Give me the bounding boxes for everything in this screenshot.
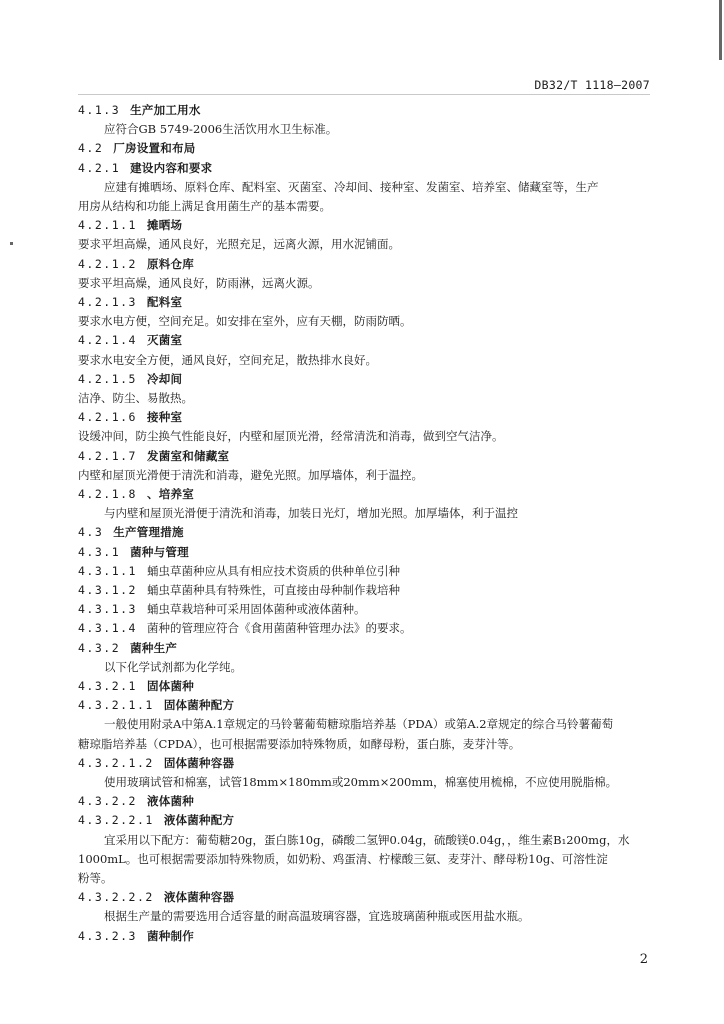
section-line xyxy=(78,218,182,232)
paragraph-line xyxy=(104,506,518,520)
section-number: 4.3.1.4 xyxy=(78,621,137,636)
section-line xyxy=(78,257,194,271)
section-number: 4.2.1.2 xyxy=(78,256,137,271)
section-line xyxy=(78,141,196,155)
section-number: 4.3.2.2.1 xyxy=(78,813,154,828)
section-number: 4.3 xyxy=(78,525,104,540)
section-title: 发菌室和储藏室 xyxy=(146,448,230,463)
section-number: 4.3.2.2.2 xyxy=(78,890,154,905)
section-number: 4.3.2.1.2 xyxy=(78,755,154,770)
paragraph-text: 一般使用附录A中第A.1章规定的马铃薯葡萄糖琼脂培养基（PDA）或第A.2章规定的综合马铃薯葡萄 xyxy=(104,717,614,732)
section-line xyxy=(78,545,189,559)
paragraph-line xyxy=(78,468,423,482)
section-number: 4.3.2.1.1 xyxy=(78,698,154,713)
paragraph-line xyxy=(104,660,242,674)
section-title: 固体菌种配方 xyxy=(163,698,235,713)
paragraph-text: 要求水电方便，空间充足。如安排在室外，应有天棚，防雨防晒。 xyxy=(78,314,412,329)
section-line xyxy=(78,679,194,693)
paragraph-text: 内壁和屋顶光滑便于清洗和消毒，避免光照。加厚墙体，利于温控。 xyxy=(78,467,423,482)
section-number: 4.2.1 xyxy=(78,160,121,175)
section-line xyxy=(78,295,182,309)
paragraph-text: 粉等。 xyxy=(78,871,113,885)
paragraph-line xyxy=(104,180,599,194)
paragraph-line xyxy=(78,276,320,290)
paragraph-line xyxy=(78,871,113,885)
section-number: 4.3.1 xyxy=(78,544,121,559)
section-line xyxy=(78,813,234,827)
paragraph-text: 根据生产量的需要选用合适容量的耐高温玻璃容器，宜选玻璃菌种瓶或医用盐水瓶。 xyxy=(104,909,530,924)
section-number: 4.2.1.7 xyxy=(78,448,137,463)
section-line xyxy=(78,333,182,347)
paragraph-line xyxy=(78,237,400,251)
section-line xyxy=(78,794,194,808)
section-line xyxy=(78,621,411,635)
section-title: 摊晒场 xyxy=(146,218,183,233)
section-line xyxy=(78,372,182,386)
paragraph-text: 洁净、防尘、易散热。 xyxy=(78,391,193,405)
page-number: 2 xyxy=(639,952,648,967)
section-line xyxy=(78,602,365,616)
section-number: 4.3.2 xyxy=(78,640,121,655)
section-title: 、培养室 xyxy=(146,487,194,501)
section-number: 4.2.1.6 xyxy=(78,410,137,425)
section-title: 蛹虫草栽培种可采用固体菌种或液体菌种。 xyxy=(146,602,366,617)
section-title: 菌种与管理 xyxy=(130,544,189,559)
paragraph-line xyxy=(78,314,412,328)
section-title: 生产管理措施 xyxy=(113,525,184,540)
paragraph-text: 1000mL。也可根据需要添加特殊物质，如奶粉、鸡蛋清、柠檬酸三氨、麦芽汁、酵母粉10g、可溶性淀 xyxy=(78,851,608,866)
paragraph-text: 与内壁和屋顶光滑便于清洗和消毒，加装日光灯，增加光照。加厚墙体，利于温控 xyxy=(104,506,518,521)
header-rule xyxy=(78,94,650,95)
section-title: 配料室 xyxy=(146,295,183,309)
section-title: 建设内容和要求 xyxy=(130,160,213,175)
section-title: 菌种的管理应符合《食用菌菌种管理办法》的要求。 xyxy=(146,621,412,636)
section-title: 生产加工用水 xyxy=(130,103,201,117)
paragraph-line xyxy=(78,391,193,405)
section-title: 蛹虫草菌种具有特殊性，可直接由母种制作栽培种 xyxy=(146,583,400,597)
paragraph-text: 要求平坦高燥，通风良好，光照充足，远离火源，用水泥铺面。 xyxy=(78,237,400,252)
section-line xyxy=(78,698,234,712)
section-number: 4.2.1.1 xyxy=(78,218,137,233)
section-number: 4.2.1.3 xyxy=(78,295,137,309)
paragraph-text: 糖琼脂培养基（CPDA），也可根据需要添加特殊物质，如酵母粉，蛋白胨，麦芽汁等。 xyxy=(78,736,521,751)
section-number: 4.3.2.2 xyxy=(78,794,137,809)
section-title: 液体菌种容器 xyxy=(163,890,235,905)
section-line xyxy=(78,756,234,770)
section-line xyxy=(78,564,400,578)
section-title: 冷却间 xyxy=(146,371,183,386)
section-line xyxy=(78,890,234,904)
section-line xyxy=(78,449,229,463)
section-line xyxy=(78,410,182,424)
scan-artifact xyxy=(719,0,722,60)
paragraph-line xyxy=(104,909,530,923)
section-number: 4.3.2.1 xyxy=(78,679,137,693)
paragraph-text: 应建有摊晒场、原料仓库、配料室、灭菌室、冷却间、接种室、发菌室、培养室、储藏室等，生产 xyxy=(104,179,599,194)
paragraph-line xyxy=(104,122,337,136)
section-line xyxy=(78,929,194,943)
section-title: 蛹虫草菌种应从具有相应技术资质的供种单位引种 xyxy=(146,563,400,578)
section-title: 固体菌种 xyxy=(146,679,194,693)
section-line xyxy=(78,525,184,539)
section-number: 4.3.1.1 xyxy=(78,563,137,578)
section-title: 固体菌种容器 xyxy=(163,755,235,770)
paragraph-line xyxy=(78,737,520,751)
section-line xyxy=(78,583,400,597)
paragraph-text: 宜采用以下配方：葡萄糖20g，蛋白胨10g，磷酸二氢钾0.04g，硫酸镁0.04g，，维生素B₁200mg，水 xyxy=(104,832,630,847)
paragraph-line xyxy=(104,833,629,847)
section-number: 4.2.1.5 xyxy=(78,371,137,386)
section-number: 4.1.3 xyxy=(78,103,121,117)
paragraph-text: 应符合GB 5749-2006生活饮用水卫生标准。 xyxy=(104,122,338,137)
paragraph-text: 用房从结构和功能上满足食用菌生产的基本需要。 xyxy=(78,199,331,213)
paragraph-text: 要求平坦高燥，通风良好，防雨淋，远离火源。 xyxy=(78,275,320,290)
section-title: 灭菌室 xyxy=(146,333,183,348)
section-line xyxy=(78,487,194,501)
paragraph-line xyxy=(78,199,331,213)
section-line xyxy=(78,103,201,117)
section-title: 原料仓库 xyxy=(146,256,194,271)
paragraph-line xyxy=(104,717,613,731)
section-number: 4.3.1.3 xyxy=(78,602,137,617)
section-title: 接种室 xyxy=(146,410,183,425)
paragraph-line xyxy=(78,429,504,443)
section-title: 液体菌种 xyxy=(146,794,194,809)
section-line xyxy=(78,641,177,655)
paragraph-line xyxy=(78,852,608,866)
paragraph-line xyxy=(104,775,617,789)
paragraph-text: 要求水电安全方便，通风良好，空间充足，散热排水良好。 xyxy=(78,352,377,367)
section-number: 4.3.2.3 xyxy=(78,928,137,943)
section-number: 4.2.1.8 xyxy=(78,487,137,501)
section-number: 4.2 xyxy=(78,141,104,156)
section-number: 4.2.1.4 xyxy=(78,333,137,348)
paragraph-line xyxy=(78,353,377,367)
scan-artifact xyxy=(10,242,13,245)
standard-code: DB32/T 1118—2007 xyxy=(534,78,650,92)
paragraph-text: 以下化学试剂都为化学纯。 xyxy=(104,659,242,674)
section-number: 4.3.1.2 xyxy=(78,583,137,597)
section-title: 液体菌种配方 xyxy=(163,813,235,828)
paragraph-text: 设缓冲间，防尘换气性能良好，内壁和屋顶光滑，经常清洗和消毒，做到空气洁净。 xyxy=(78,429,504,444)
paragraph-text: 使用玻璃试管和棉塞，试管18mm×180mm或20mm×200mm，棉塞使用梳棉，不应使用脱脂棉。 xyxy=(104,775,618,789)
section-line xyxy=(78,161,212,175)
section-title: 厂房设置和布局 xyxy=(113,141,196,156)
section-title: 菌种制作 xyxy=(146,928,194,943)
section-title: 菌种生产 xyxy=(130,640,178,655)
